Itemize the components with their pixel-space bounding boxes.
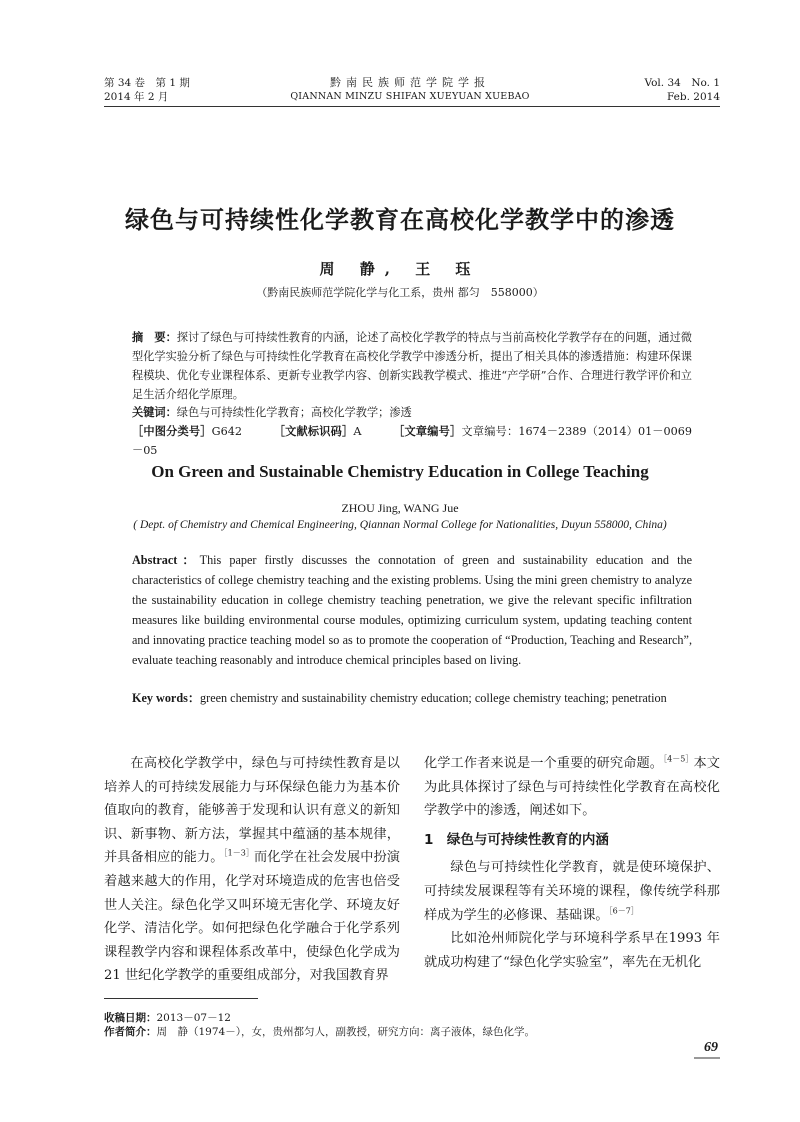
article-number: ［文章编号］文章编号：1674－2389（2014）01－0069－05 [132, 424, 692, 457]
citation: ［4－5］ [663, 754, 694, 764]
page-number: 69 [704, 1040, 718, 1055]
authors-en: ZHOU Jing, WANG Jue [341, 501, 459, 515]
page-number-underline [694, 1057, 720, 1059]
authors-cn: 周 静, 王 珏 [319, 260, 481, 278]
volume-no-en: Vol. 34 No. 1 [644, 77, 720, 89]
clc-number: ［中图分类号］G642 [132, 424, 242, 438]
volume-issue: 第 34 卷 第 1 期 [104, 77, 190, 89]
citation: ［1－3］ [223, 848, 254, 858]
paper-title-cn: 绿色与可持续性化学教育在高校化学教学中的渗透 [125, 205, 675, 234]
journal-title [250, 76, 570, 104]
body-paragraph: 在高校化学教学中，绿色与可持续性教育是以培养人的可持续发展能力与环保绿色能力为基本价值取向的教育，能够善于发现和认识有意义的新知识、新事物、新方法，掌握其中蕴涵的基本规律，并具备相应的能力。$^{[1-3]}$而化学在社会发展中扮演着越来越大的作用，化学对环境造成的危害也倍受世人关注。绿色化学又叫环境无害化学、环境友好化学、清洁化学。如何把绿色化学融合于化学系列课程教学内容和课程体系改革中，使绿色化学成为21 世纪化学教学的重要组成部分，对我国教育界 [104, 756, 400, 984]
section-heading: 1 绿色与可持续性教育的内涵 [424, 831, 609, 848]
abstract-en-label: Abstract： [132, 553, 200, 567]
journal-volume-issue [104, 76, 190, 104]
abstract-cn-text: 探讨了绿色与可持续性教育的内涵，论述了高校化学教学的特点与当前高校化学教学存在的问题，通过微型化学实验分析了绿色与可持续性化学教育在高校化学教学中渗透分析，提出了相关具体的渗透措施：构建环保课程模块、优化专业课程体系、更新专业教学内容、创新实践教学模式、推进“产学研”合作、合理进行教学评价和立足生活介绍化学原理。 [132, 331, 692, 401]
keywords-cn-text: 绿色与可持续性化学教育；高校化学教学；渗透 [176, 406, 412, 419]
publication-date: 2014 年 2 月 [104, 91, 169, 103]
classification-line [132, 422, 692, 460]
author-bio: 作者简介：周 静（1974－），女，贵州都匀人，副教授，研究方向：离子液体，绿色化学。 [104, 1026, 535, 1038]
body-paragraph: 比如沧州师院化学与环境科学系早在1993 年就成功构建了“绿色化学实验室”，率先在无机化 [424, 931, 720, 970]
body-right-column [424, 752, 720, 974]
date-en: Feb. 2014 [666, 91, 720, 103]
abstract-cn-label: 摘 要： [132, 330, 177, 344]
journal-title-en: QIANNAN MINZU SHIFAN XUEYUAN XUEBAO [290, 91, 530, 102]
abstract-en [132, 550, 692, 670]
body-paragraph: 化学工作者来说是一个重要的研究命题。$^{[4-5]}$本文为此具体探讨了绿色与可持续性化学教育在高校化学教学中的渗透，阐述如下。 [424, 754, 720, 819]
keywords-cn-label: 关键词： [132, 405, 177, 419]
keywords-en [132, 688, 692, 708]
paper-title-en: On Green and Sustainable Chemistry Education in College Teaching [151, 462, 649, 481]
abstract-cn [132, 328, 692, 404]
keywords-cn [132, 403, 692, 422]
footnote-rule [104, 998, 258, 999]
keywords-en-text: green chemistry and sustainability chemistry education; college chemistry teaching; penetration [200, 691, 667, 705]
received-date: 收稿日期：2013－07－12 [104, 1012, 231, 1024]
journal-volume-en [644, 76, 720, 104]
keywords-en-label: Key words： [132, 691, 201, 705]
citation: ［6－7］ [608, 906, 639, 916]
doc-code: ［文献标识码］A [273, 424, 362, 438]
affiliation-cn: （黔南民族师范学院化学与化工系，贵州 都匀 558000） [256, 286, 544, 299]
journal-title-cn: 黔南民族师范学院学报 [330, 76, 490, 89]
body-left-column [104, 752, 400, 988]
body-paragraph: 绿色与可持续性化学教育，就是使环境保护、可持续发展课程等有关环境的课程，像传统学科那样成为学生的必修课、基础课。$^{[6-7]}$ [424, 860, 720, 923]
header-rule [104, 106, 720, 107]
abstract-en-text: This paper firstly discusses the connotation of green and sustainability education and the characteristics of college chemistry teaching and the existing problems. Using the mini green chemistry to analyze the sustainability education in college chemistry teaching penetration, we give the relevant specific infiltration measures like building environmental course modules, optimizing curriculum system, updating teaching content and innovating practice teaching model so as to promote the cooperation of “Production, Teaching and Research”, evaluate teaching reasonably and introduce chemical principles based on living. [132, 553, 692, 667]
affiliation-en: ( Dept. of Chemistry and Chemical Engineering, Qiannan Normal College for Nationalities, Duyun 558000, China) [133, 519, 667, 531]
